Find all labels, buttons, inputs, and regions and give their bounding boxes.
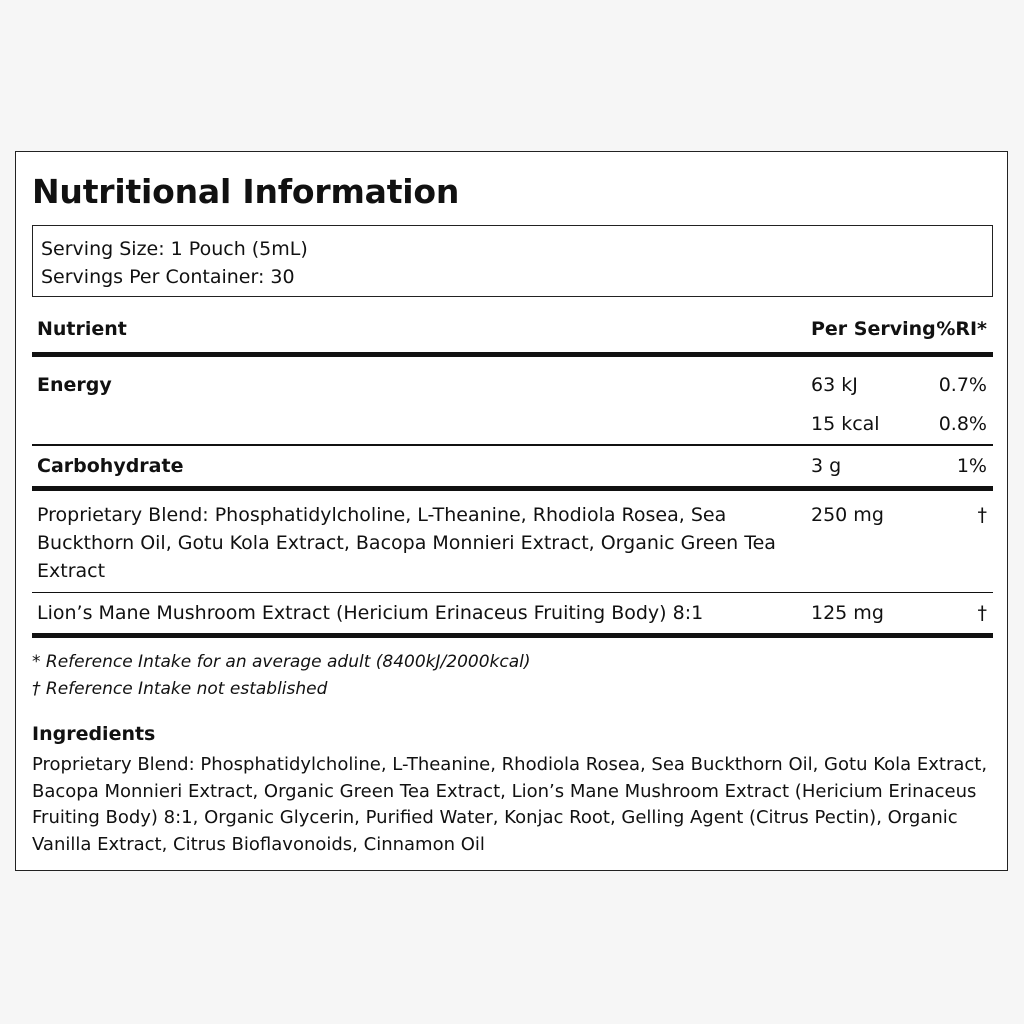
blend-ri: † — [977, 503, 987, 526]
serving-info-box — [32, 225, 993, 297]
table-bottom-divider — [32, 633, 993, 638]
table-row-carbohydrate — [32, 446, 993, 486]
energy-kj-amount: 63 kJ — [811, 374, 858, 396]
energy-kcal-amount: 15 kcal — [811, 413, 880, 435]
page-title: Nutritional Information — [32, 172, 460, 211]
energy-label: Energy — [37, 374, 112, 396]
nutrition-panel — [15, 151, 1008, 871]
lions-mane-amount: 125 mg — [811, 602, 884, 624]
ingredients-text: Proprietary Blend: Phosphatidylcholine, L-Theanine, Rhodiola Rosea, Sea Buckthorn Oil, Gotu Kola Extract, Bacopa Monnieri Extract, Organic Green Tea Extract, Lion’s Mane Mushroom Extract (Hericium Erinaceus Fruiting Body) 8:1, Organic Glycerin, Purified Water, Konjac Root, Gelling Agent (Citrus Pectin), Organic Vanilla Extract, Citrus Bioflavonoids, Cinnamon Oil — [32, 754, 988, 855]
table-row-lions-mane — [32, 593, 993, 633]
footnote-reference-intake: * Reference Intake for an average adult (8400kJ/2000kcal) — [32, 652, 531, 672]
footnote-not-established: † Reference Intake not established — [32, 679, 328, 699]
energy-kcal-ri: 0.8% — [938, 413, 987, 435]
carbohydrate-amount: 3 g — [811, 454, 842, 477]
header-ri: %RI* — [936, 318, 987, 340]
table-row-proprietary-blend — [32, 491, 993, 592]
carbohydrate-label: Carbohydrate — [37, 454, 184, 477]
header-per-serving: Per Serving — [811, 318, 936, 340]
lions-mane-ri: † — [977, 602, 987, 624]
serving-size: Serving Size: 1 Pouch (5mL) — [41, 238, 308, 260]
carbohydrate-ri: 1% — [956, 454, 987, 477]
blend-amount: 250 mg — [811, 503, 884, 526]
ingredients-heading: Ingredients — [32, 723, 156, 745]
blend-label: Proprietary Blend: Phosphatidylcholine, L-Theanine, Rhodiola Rosea, Sea Buckthorn Oil, Gotu Kola Extract, Bacopa Monnieri Extract, Organic Green Tea Extract — [37, 503, 776, 582]
lions-mane-label: Lion’s Mane Mushroom Extract (Hericium Erinaceus Fruiting Body) 8:1 — [37, 602, 704, 624]
nutrition-table — [32, 312, 993, 638]
table-row-energy — [32, 357, 993, 444]
energy-kj-ri: 0.7% — [938, 374, 987, 396]
table-header-row — [32, 312, 993, 352]
header-nutrient: Nutrient — [37, 318, 127, 340]
servings-per-container: Servings Per Container: 30 — [41, 266, 295, 288]
footnotes — [32, 649, 531, 703]
